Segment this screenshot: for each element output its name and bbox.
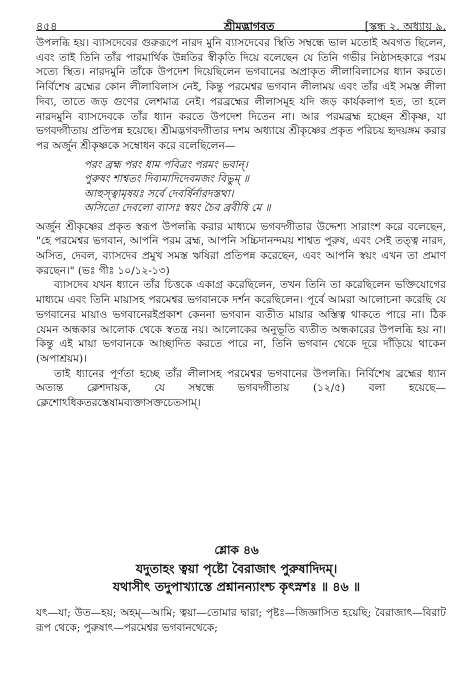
header-divider: [36, 30, 446, 31]
chapter-reference: [স্কন্ধ ২, অধ্যায় ৯,: [364, 20, 446, 33]
shloka-label: শ্লোক ৪৬: [214, 543, 259, 557]
verse-line: পরং ব্রহ্ম পরং ধাম পবিত্রং পরমং ভবান্।: [84, 158, 248, 171]
page-number: ৪৫৪: [36, 20, 58, 33]
verse-line: পুরুষং শাশ্বতং দিব্যমাদিদেবমজং বিভুম্ ॥: [84, 173, 250, 186]
gita-verse: [84, 158, 446, 216]
paragraph: ব্যাসদেব যখন ধ্যানে তাঁর চিত্তকে একাগ্র করেছিলেন, তখন তিনি তা করেছিলেন ভক্তিযোগের মাধ্যমে এবং তিনি মায়াসহ পরমেশ্বর ভগবানকে দর্শন করেছিলেন। পূর্বে আমরা আলোচনা করেছি যে ভগবানের মায়াও ভগবানেরইপ্রকাশ কেননা ভগবান ব্যতীত মায়ার অস্তিত্ব থাকতে পারে না। ঠিক যেমন অন্ধকার আলোক থেকে স্বতন্ত্র নয়। আলোকের অনুভূতি ব্যতীত অন্ধকারের উপলব্ধি হয় না। কিন্তু এই মায়া ভগবানকে আচ্ছাদিত করতে পারে না, তিনি ভগবান থেকে দূরে দাঁড়িয়ে থাকেন (অপাশ্রয়ম)।: [36, 279, 446, 365]
verse-line: আহুস্ত্বামৃষয়ঃ সর্বে দেবর্ষির্নারদস্তথা।: [84, 187, 234, 200]
paragraph: উপলব্ধি হয়। ব্যাসদেবের গুরুরূপে নারদ মুনি ব্যাসদেবের স্থিতি সম্বন্ধে ভাল মতোই অবগত ছিলেন, এবং তাই তিনি তাঁর পারমার্থিক উন্নতির স্বীকৃতি দিয়ে বলেছেন যে তিনি গভীর নিষ্ঠাসহকারে পরম সত্যে স্থিত। নারদমুনি তাঁকে উপদেশ দিয়েছিলেন ভগবানের অপ্রাকৃত লীলাবিলাসের ধ্যান করতে। নির্বিশেষ ব্রহ্মের কোন লীলাবিলাস নেই, কিন্তু পরমেশ্বর ভগবান লীলাময় এবং তাঁর এই সমস্ত লীলা দিব্য, তাতে জড় গুণের লেশমাত্র নেই। পরব্রহ্মের লীলাসমূহ যদি জড় কার্যকলাপ হত, তা হলে নারদমুনি ব্যাসদেবকে তাঁর ধ্যান করতে উপদেশ দিতেন না। আর পরমব্রহ্ম হচ্ছেন শ্রীকৃষ্ণ, যা ভগবদ্গীতায় প্রতিপন্ন হয়েছে। শ্রীমদ্ভগবদ্গীতার দশম অধ্যায়ে শ্রীকৃষ্ণের প্রকৃত পরিচয় হৃদয়ঙ্গম করার পর অর্জুন শ্রীকৃষ্ণকে সম্বোধন করে বলেছিলেন—: [36, 37, 446, 152]
synonyms: যৎ—যা; উত—হয়; অহম্—আমি; ত্বয়া—তোমার দ্বারা; পৃষ্টঃ—জিজ্ঞাসিত হয়েছি; বৈরাজাৎ—বিরাট রূপ থেকে; পুরুষাৎ—পরমেশ্বর ভগবানথেকে;: [36, 607, 446, 634]
shloka-line: যদুতাহং ত্বয়া পৃষ্টো বৈরাজাৎ পুরুষাদিদম্।: [135, 561, 338, 576]
verse-line: অসিতো দেবলো ব্যাসঃ স্বয়ং চৈব ব্রবীষি মে ॥: [84, 202, 271, 215]
shloka-text: [0, 560, 473, 596]
page-header: [36, 12, 446, 38]
paragraph: তাই ধ্যানের পূর্ণতা হচ্ছে তাঁর লীলাসহ পরমেশ্বর ভগবানের উপলব্ধি। নির্বিশেষ ব্রহ্মের ধ্যান অত্যন্ত ক্লেশদায়ক, যে সম্বন্ধে ভগবদ্গীতায় (১২/৫) বলা হয়েছে— ক্লেশোঽধিকতরস্তেষামব্যক্তাসক্তচেতসাম্।: [36, 367, 446, 410]
purport-text: [36, 36, 446, 411]
book-title: শ্রীমদ্ভাগবত: [224, 20, 275, 33]
paragraph: অর্জুন শ্রীকৃষ্ণের প্রকৃত স্বরূপ উপলব্ধি করার মাধ্যমে ভগবদ্গীতার উদ্দেশ্য সারাংশ করে বলেছেন, "হে পরমেশ্বর ভগবান, আপনি পরম ব্রহ্ম, আপনি সচ্চিদানন্দময় শাশ্বত পুরুষ, এবং সেই তত্ত্ব নারদ, অসিত, দেবল, ব্যাসদেব প্রমুখ সমস্ত ঋষিরা প্রতিপন্ন করেছেন, এবং আপনি স্বয়ং এখন তা প্রমাণ করছেন।" (ভঃ গীঃ ১০/১২-১৩): [36, 220, 446, 277]
shloka-line: যথাসীৎ তদুপাখ্যাস্তে প্রশ্নানন্যাংশ্চ কৃৎস্নশঃ ॥ ৪৬ ॥: [112, 579, 361, 594]
